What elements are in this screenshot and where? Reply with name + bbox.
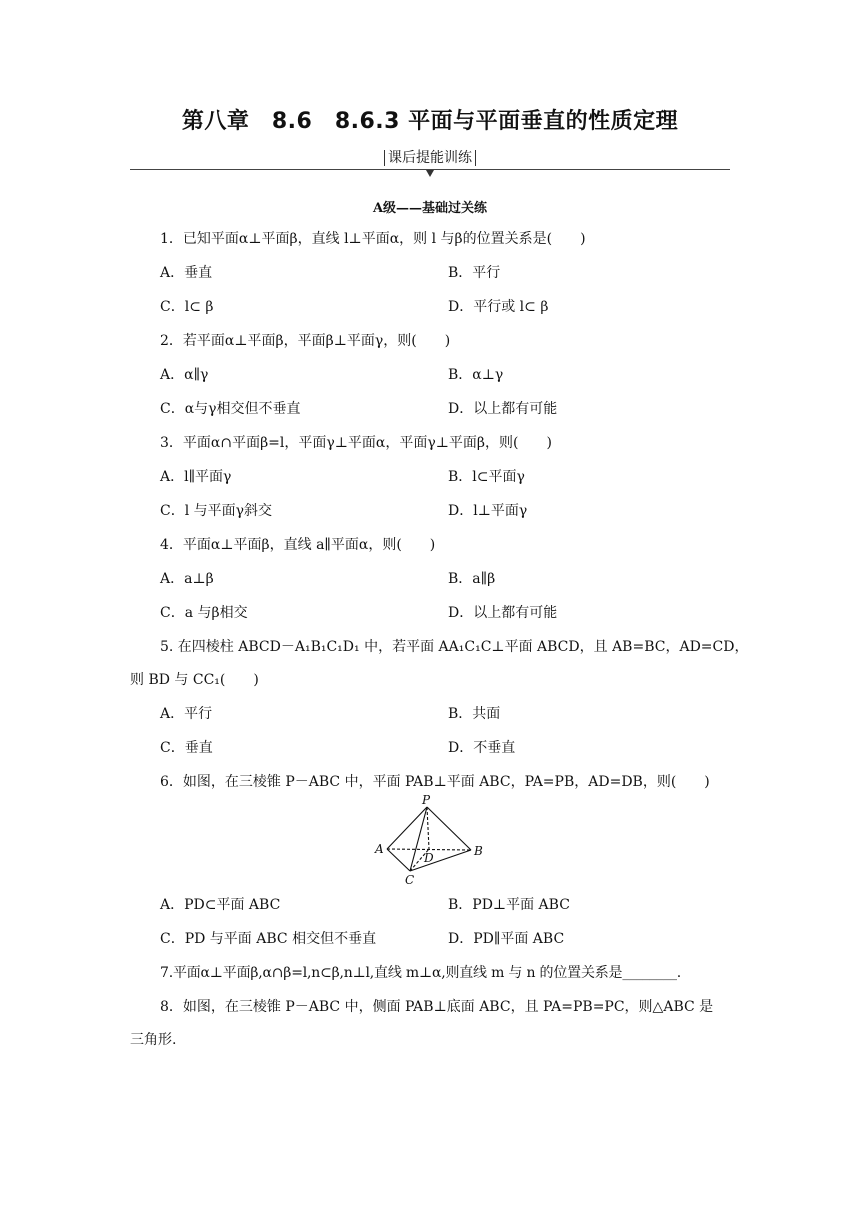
question-3-option-b: B．l⊂平面γ xyxy=(448,469,525,485)
edge-pd-hidden xyxy=(427,807,429,849)
question-3-stem: 3．平面α∩平面β=l，平面γ⊥平面α，平面γ⊥平面β，则( ) xyxy=(160,435,552,451)
edge-ab-hidden xyxy=(387,849,471,850)
question-1-option-d: D．平行或 l⊂ β xyxy=(448,299,549,315)
question-8-stem-line-2: 三角形. xyxy=(130,1032,177,1048)
label-a: A xyxy=(375,842,384,856)
question-2-stem: 2．若平面α⊥平面β，平面β⊥平面γ，则( ) xyxy=(160,333,451,349)
section-tag xyxy=(0,150,860,166)
label-p: P xyxy=(422,793,431,807)
question-4-stem: 4．平面α⊥平面β，直线 a∥平面α，则( ) xyxy=(160,537,436,553)
label-b: B xyxy=(474,844,483,858)
question-1-option-c: C．l⊂ β xyxy=(160,299,214,315)
question-6-option-d: D．PD∥平面 ABC xyxy=(448,931,565,947)
label-c: C xyxy=(405,873,415,887)
question-1-option-b: B．平行 xyxy=(448,265,501,281)
edge-cb xyxy=(410,850,471,871)
question-6-option-b: B．PD⊥平面 ABC xyxy=(448,897,570,913)
question-6-option-a: A．PD⊂平面 ABC xyxy=(160,897,281,913)
question-5-option-b: B．共面 xyxy=(448,706,501,722)
question-2-option-d: D．以上都有可能 xyxy=(448,401,558,417)
label-d: D xyxy=(424,851,434,865)
question-3-option-c: C．l 与平面γ斜交 xyxy=(160,503,273,519)
question-6-option-c: C．PD 与平面 ABC 相交但不垂直 xyxy=(160,931,377,947)
level-heading: A级——基础过关练 xyxy=(372,201,488,216)
section-tag-label: 课后提能训练 xyxy=(384,150,476,166)
question-1-stem: 1．已知平面α⊥平面β，直线 l⊥平面α，则 l 与β的位置关系是( ) xyxy=(160,231,586,247)
question-4-option-a: A．a⊥β xyxy=(160,571,214,587)
question-2-option-a: A．α∥γ xyxy=(160,367,209,383)
question-4-option-c: C．a 与β相交 xyxy=(160,605,248,621)
question-5-stem-line-2: 则 BD 与 CC₁( ) xyxy=(130,672,259,688)
question-2-option-c: C．α与γ相交但不垂直 xyxy=(160,401,301,417)
question-5-option-a: A．平行 xyxy=(160,706,213,722)
question-5-option-c: C．垂直 xyxy=(160,740,213,756)
triangle-marker-icon xyxy=(426,170,434,177)
question-7-stem: 7.平面α⊥平面β,α∩β=l,n⊂β,n⊥l,直线 m⊥α,则直线 m 与 n 的位置关系是________. xyxy=(160,965,681,981)
question-8-stem-line-1: 8．如图，在三棱锥 P－ABC 中，侧面 PAB⊥底面 ABC，且 PA=PB=PC，则△ABC 是 xyxy=(160,999,714,1015)
page-title: 第八章 8.6 8.6.3 平面与平面垂直的性质定理 xyxy=(181,109,679,134)
question-2-option-b: B．α⊥γ xyxy=(448,367,504,383)
edge-pb xyxy=(427,807,471,850)
question-4-option-b: B．a∥β xyxy=(448,571,496,587)
question-6-stem: 6．如图，在三棱锥 P－ABC 中，平面 PAB⊥平面 ABC，PA=PB，AD=DB，则( ) xyxy=(160,774,710,790)
question-3-option-a: A．l∥平面γ xyxy=(160,469,232,485)
question-4-option-d: D．以上都有可能 xyxy=(448,605,558,621)
question-3-option-d: D．l⊥平面γ xyxy=(448,503,528,519)
question-1-option-a: A．垂直 xyxy=(160,265,213,281)
pyramid-figure xyxy=(370,792,490,888)
edge-ac xyxy=(387,849,410,871)
question-5-option-d: D．不垂直 xyxy=(448,740,516,756)
question-5-stem-line-1: 5. 在四棱柱 ABCD－A₁B₁C₁D₁ 中，若平面 AA₁C₁C⊥平面 ABCD，且 AB=BC，AD=CD， xyxy=(160,639,749,655)
